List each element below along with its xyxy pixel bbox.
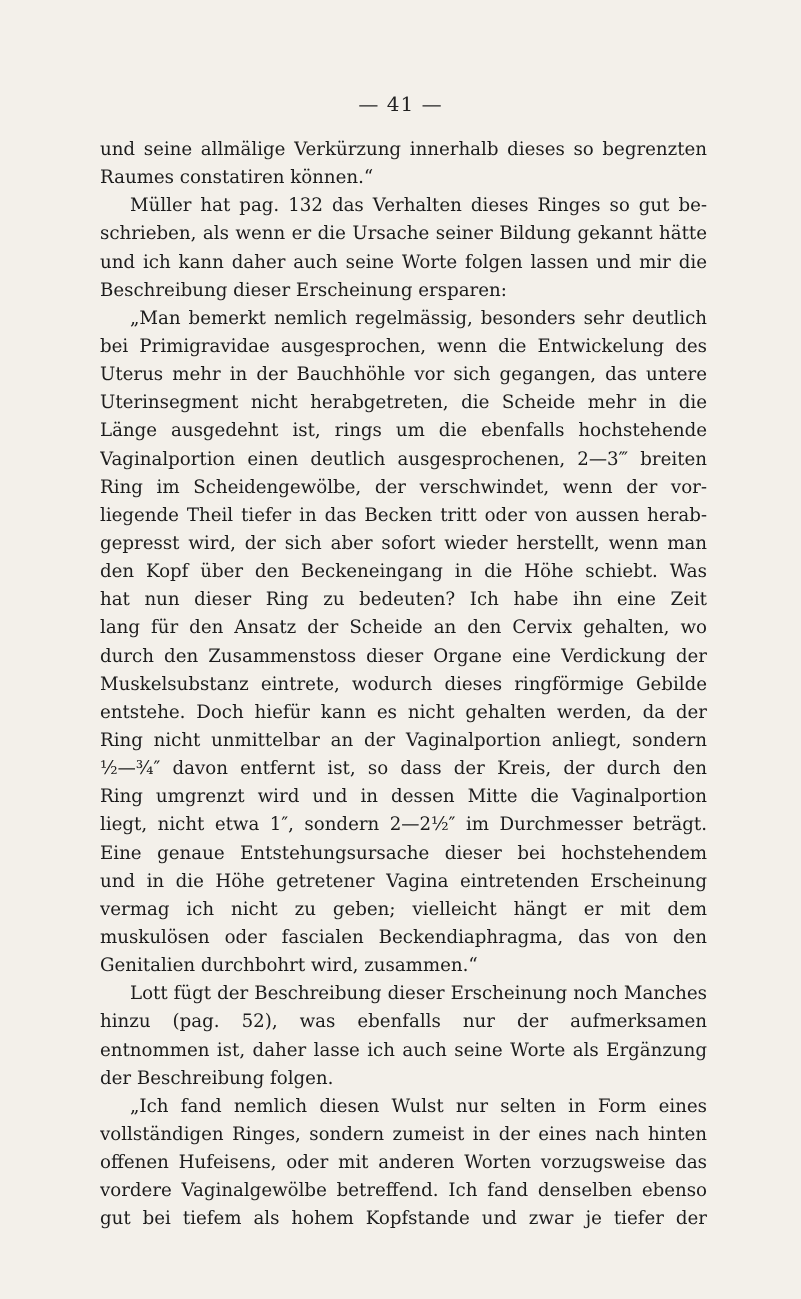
text-line: Ring umgrenzt wird und in dessen Mitte die Vaginalportion [100, 786, 707, 808]
text-line: hat nun dieser Ring zu bedeuten? Ich habe ihn eine Zeit [100, 589, 707, 611]
text-line: Uterus mehr in der Bauchhöhle vor sich gegangen, das untere [100, 364, 707, 386]
text-line: offenen Hufeisens, oder mit anderen Worten vorzugsweise das [100, 1152, 707, 1174]
text-line: gepresst wird, der sich aber sofort wieder herstellt, wenn man [100, 532, 707, 554]
text-line: vermag ich nicht zu geben; vielleicht hängt er mit dem [100, 898, 707, 920]
text-line: Raumes constatiren können.“ [100, 167, 374, 189]
text-line: Lott fügt der Beschreibung dieser Erscheinung noch Manches [130, 983, 707, 1005]
text-line: und seine allmälige Verkürzung innerhalb dieses so begrenzten [100, 139, 707, 160]
text-line: „Ich fand nemlich diesen Wulst nur selten in Form eines [130, 1095, 707, 1117]
text-line: schrieben, als wenn er die Ursache seiner Bildung gekannt hätte [100, 223, 707, 245]
text-line: Genitalien durchbohrt wird, zusammen.“ [100, 955, 478, 977]
text-line: vollständigen Ringes, sondern zumeist in der eines nach hinten [100, 1123, 707, 1145]
text-line: liegt, nicht etwa 1″, sondern 2—2½″ im Durchmesser beträgt. [100, 814, 707, 836]
text-line: und in die Höhe getretener Vagina eintretenden Erscheinung [100, 870, 707, 892]
text-line: Ring nicht unmittelbar an der Vaginalportion anliegt, sondern [100, 729, 707, 751]
text-line: entstehe. Doch hiefür kann es nicht gehalten werden, da der [100, 701, 707, 723]
text-line: Vaginalportion einen deutlich ausgesprochenen, 2—3‴ breiten [100, 448, 707, 470]
text-line: entnommen ist, daher lasse ich auch seine Worte als Ergänzung [100, 1039, 707, 1061]
text-line: vordere Vaginalgewölbe betreffend. Ich fand denselben ebenso [100, 1180, 707, 1202]
text-line: muskulösen oder fascialen Beckendiaphragma, das von den [100, 926, 707, 948]
text-line: Uterinsegment nicht herabgetreten, die Scheide mehr in die [100, 392, 707, 414]
text-line: Länge ausgedehnt ist, rings um die ebenfalls hochstehende [100, 420, 707, 442]
page-number: — 41 — [358, 92, 443, 116]
text-line: und ich kann daher auch seine Worte folgen lassen und mir die [100, 251, 707, 273]
text-line: liegende Theil tiefer in das Becken tritt oder von aussen herab- [100, 504, 707, 526]
text-line: Beschreibung dieser Erscheinung ersparen: [100, 279, 507, 301]
text-line: „Man bemerkt nemlich regelmässig, besonders sehr deutlich [130, 307, 707, 329]
text-line: bei Primigravidae ausgesprochen, wenn die Entwickelung des [100, 335, 707, 357]
text-line: Muskelsubstanz eintrete, wodurch dieses ringförmige Gebilde [100, 673, 707, 695]
text-line: den Kopf über den Beckeneingang in die Höhe schiebt. Was [100, 561, 707, 583]
text-line: hinzu (pag. 52), was ebenfalls nur der aufmerksamen [100, 1011, 707, 1033]
text-line: Eine genaue Entstehungsursache dieser bei hochstehendem [100, 842, 707, 864]
text-line: der Beschreibung folgen. [100, 1067, 334, 1089]
body-text [100, 136, 707, 1233]
text-line: lang für den Ansatz der Scheide an den Cervix gehalten, wo [100, 617, 707, 639]
text-line: durch den Zusammenstoss dieser Organe eine Verdickung der [100, 645, 707, 667]
text-line: Müller hat pag. 132 das Verhalten dieses Ringes so gut be- [130, 195, 707, 217]
text-line: Ring im Scheidengewölbe, der verschwindet, wenn der vor- [100, 476, 707, 498]
text-line: gut bei tiefem als hohem Kopfstande und zwar je tiefer der [100, 1208, 707, 1230]
text-line: ½—¾″ davon entfernt ist, so dass der Kreis, der durch den [100, 758, 707, 780]
